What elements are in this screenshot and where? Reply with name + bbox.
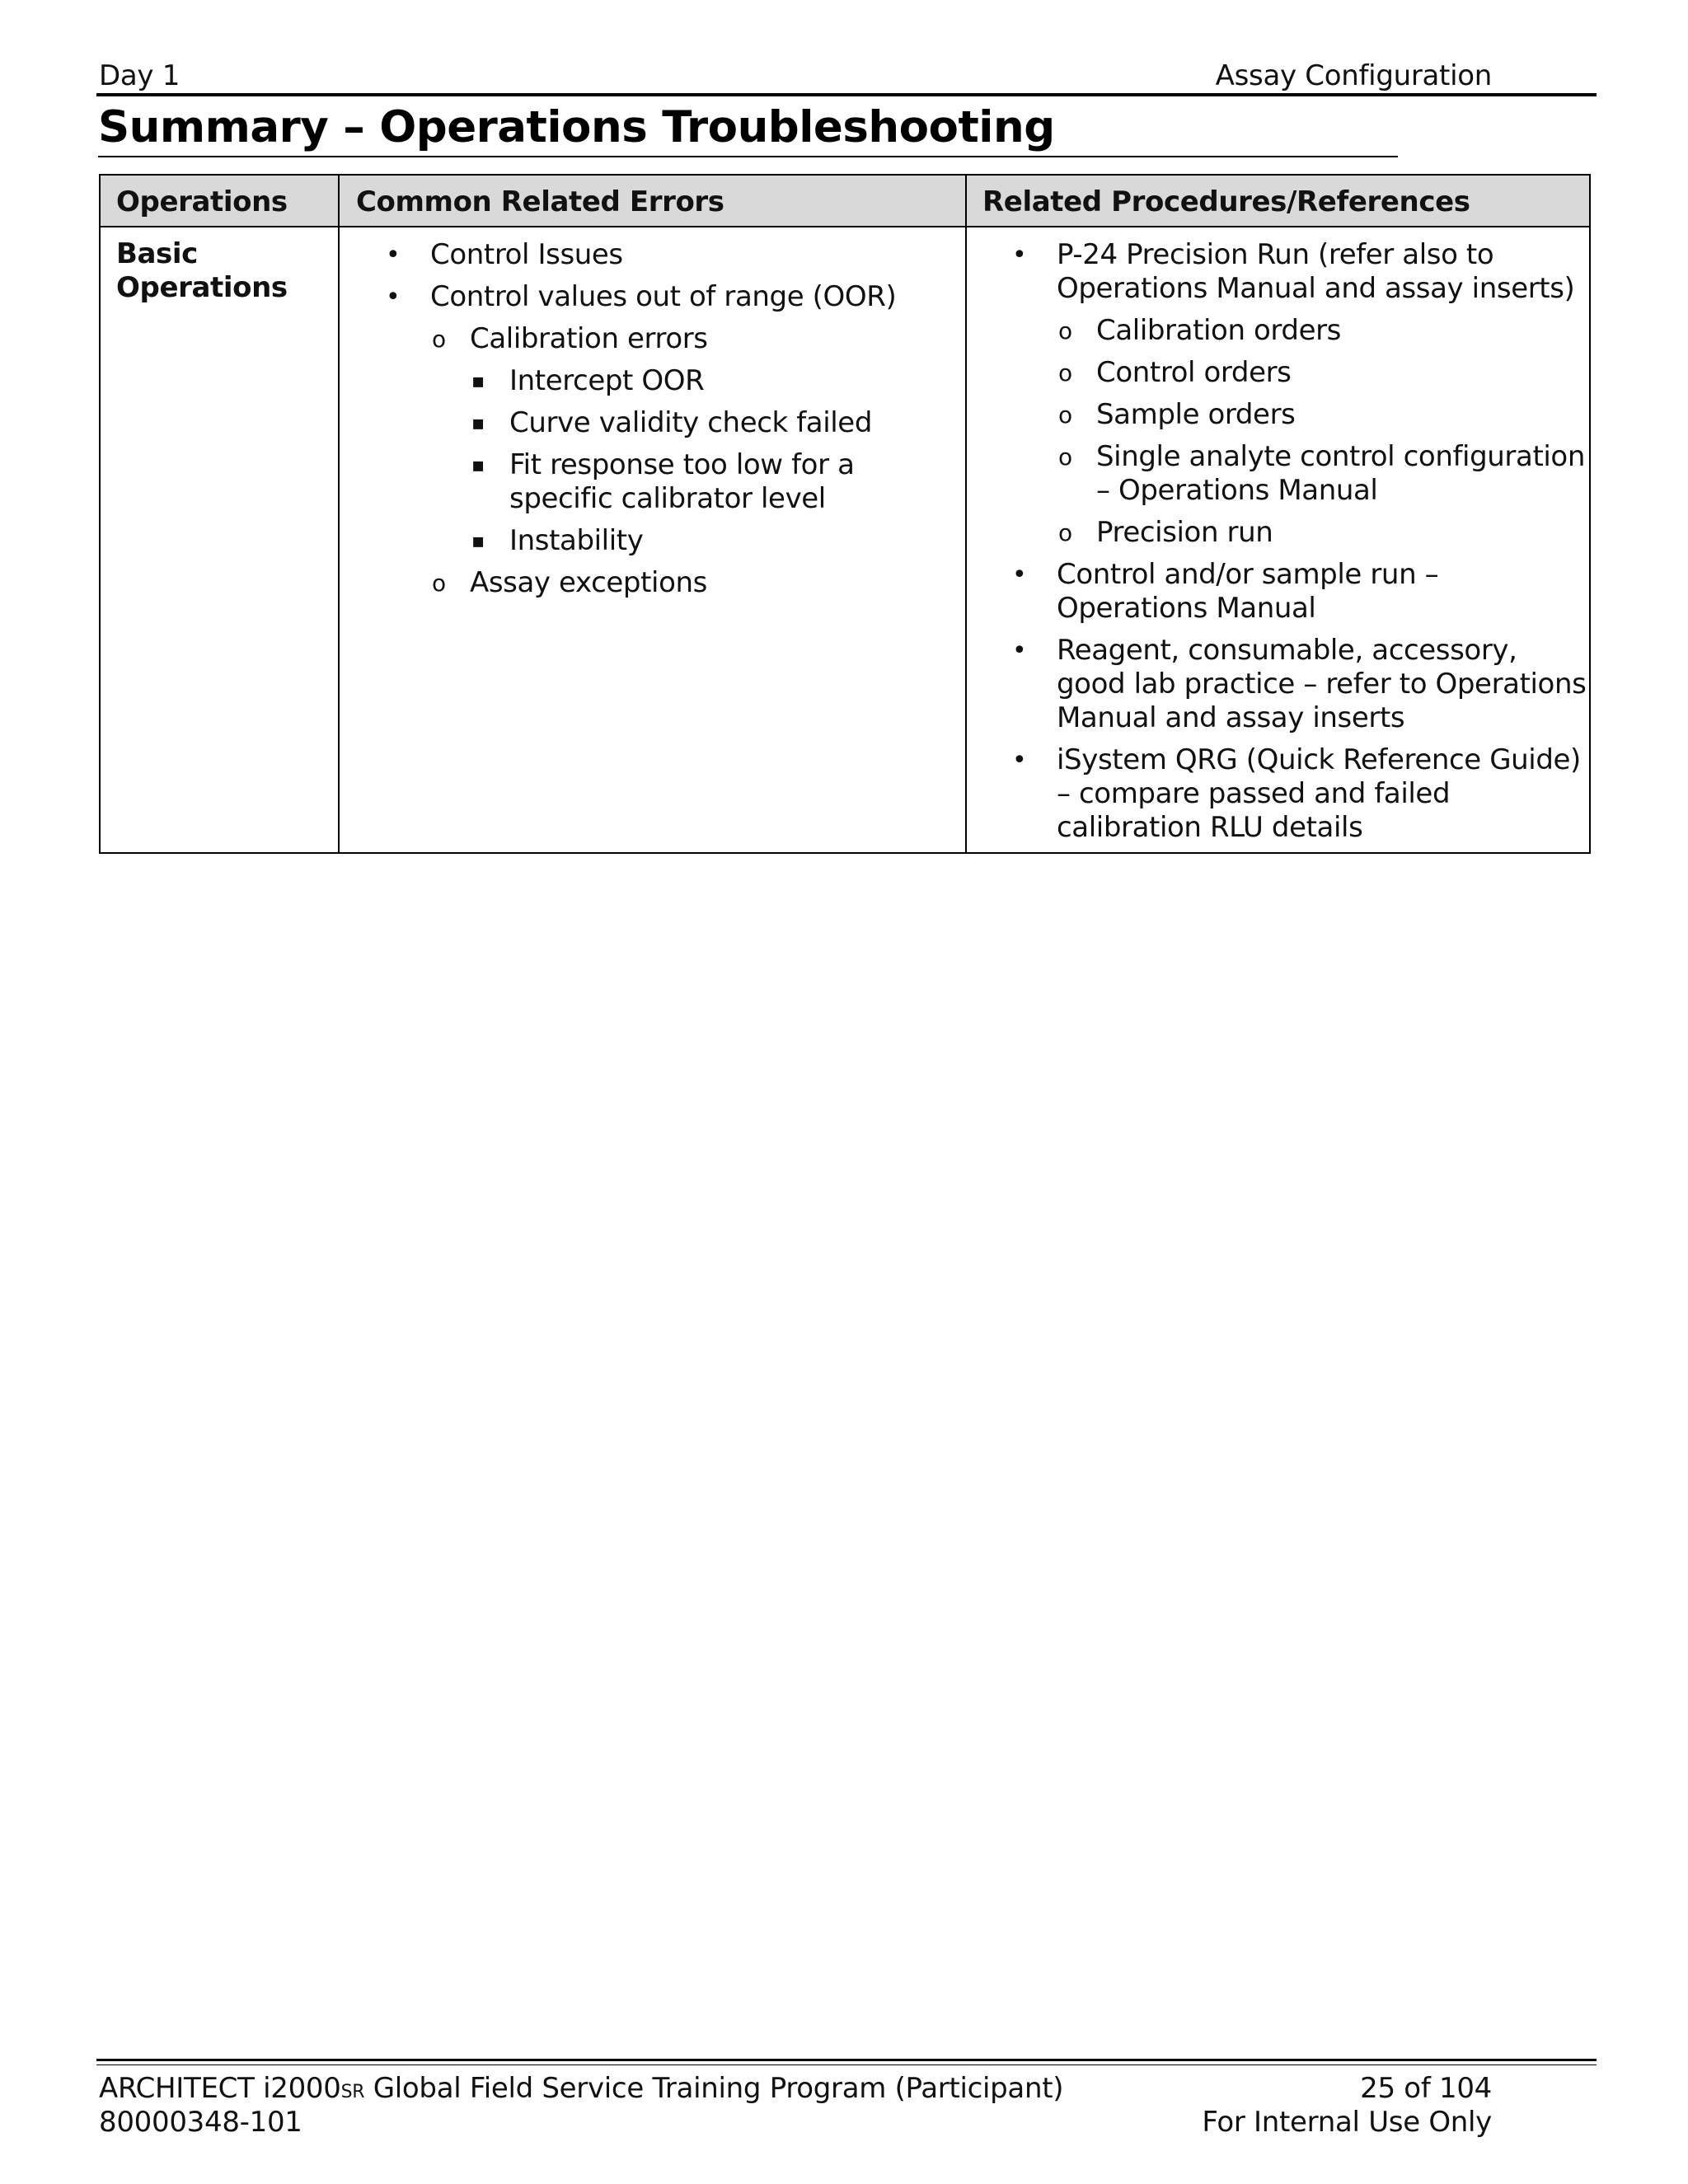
list-item-text: iSystem QRG (Quick Reference Guide) – compare passed and failed calibration RLU details xyxy=(1057,743,1581,844)
list-item-text: Assay exceptions xyxy=(470,566,707,599)
footer-title xyxy=(99,2072,1063,2109)
bullet-marker: o xyxy=(1058,443,1072,471)
reference-list-item xyxy=(982,238,1592,306)
column-header-operations: Operations xyxy=(116,185,288,218)
bullet-marker: o xyxy=(1058,401,1072,429)
list-item-text: Intercept OOR xyxy=(509,364,705,397)
bullet-marker: o xyxy=(432,326,446,353)
bullet-marker: ▪ xyxy=(471,369,485,392)
error-list-item xyxy=(356,448,950,516)
list-item-text: Control values out of range (OOR) xyxy=(430,280,897,313)
bullet-marker: • xyxy=(1012,560,1027,589)
error-list-item xyxy=(356,524,950,558)
column-divider xyxy=(338,176,340,852)
bullet-marker: • xyxy=(386,241,401,269)
list-item-text: Control Issues xyxy=(430,238,623,271)
error-list-item xyxy=(356,280,950,314)
error-list-item xyxy=(356,238,950,272)
row-operation-label: Basic Operations xyxy=(116,237,288,304)
errors-list xyxy=(356,238,950,608)
list-item-text: Control orders xyxy=(1096,356,1292,389)
bullet-marker: o xyxy=(1058,317,1072,344)
bullet-marker: o xyxy=(432,569,446,597)
column-divider xyxy=(965,176,967,852)
page-number: 25 of 104 xyxy=(1360,2072,1492,2105)
bullet-marker: ▪ xyxy=(471,453,485,476)
footer-rule xyxy=(96,2059,1597,2061)
bullet-marker: ▪ xyxy=(471,529,485,552)
bullet-marker: • xyxy=(1012,746,1027,775)
bullet-marker: • xyxy=(1012,241,1027,269)
reference-list-item xyxy=(982,314,1592,348)
reference-list-item xyxy=(982,440,1592,508)
error-list-item xyxy=(356,406,950,440)
list-item-text: Reagent, consumable, accessory, good lab practice – refer to Operations Manual and assay inserts xyxy=(1057,634,1587,734)
list-item-text: Single analyte control configuration – Operations Manual xyxy=(1096,440,1585,507)
reference-list-item xyxy=(982,558,1592,626)
column-header-references: Related Procedures/References xyxy=(982,185,1470,218)
header-day: Day 1 xyxy=(99,59,181,92)
references-list xyxy=(982,238,1592,853)
footer-product: ARCHITECT i2000 xyxy=(99,2072,341,2105)
reference-list-item xyxy=(982,356,1592,390)
header-section: Assay Configuration xyxy=(1215,59,1492,92)
column-header-errors: Common Related Errors xyxy=(356,185,724,218)
error-list-item xyxy=(356,364,950,398)
troubleshooting-table xyxy=(99,174,1591,854)
title-rule xyxy=(98,156,1398,157)
bullet-marker: o xyxy=(1058,519,1072,546)
header-rule xyxy=(96,93,1597,96)
list-item-text: Fit response too low for a specific calibrator level xyxy=(509,448,855,515)
list-item-text: Precision run xyxy=(1096,516,1273,549)
error-list-item xyxy=(356,566,950,600)
page-title: Summary – Operations Troubleshooting xyxy=(98,102,1055,152)
bullet-marker: • xyxy=(386,283,401,312)
list-item-text: P-24 Precision Run (refer also to Operations Manual and assay inserts) xyxy=(1057,238,1575,305)
reference-list-item xyxy=(982,743,1592,845)
error-list-item xyxy=(356,322,950,356)
footer-program: Global Field Service Training Program (Participant) xyxy=(364,2072,1064,2105)
reference-list-item xyxy=(982,634,1592,735)
list-item-text: Control and/or sample run – Operations Manual xyxy=(1057,558,1439,625)
list-item-text: Calibration orders xyxy=(1096,314,1341,347)
reference-list-item xyxy=(982,516,1592,550)
list-item-text: Curve validity check failed xyxy=(509,406,872,439)
list-item-text: Sample orders xyxy=(1096,398,1296,431)
page-footer xyxy=(99,2072,1492,2139)
doc-number: 80000348-101 xyxy=(99,2106,302,2139)
bullet-marker: o xyxy=(1058,359,1072,387)
bullet-marker: ▪ xyxy=(471,411,485,434)
list-item-text: Instability xyxy=(509,524,644,557)
footer-product-sub: SR xyxy=(340,2082,365,2102)
reference-list-item xyxy=(982,398,1592,432)
page-header xyxy=(96,56,1597,96)
list-item-text: Calibration errors xyxy=(470,322,708,355)
classification: For Internal Use Only xyxy=(1202,2106,1492,2139)
bullet-marker: • xyxy=(1012,636,1027,665)
footer-rule xyxy=(96,2064,1597,2065)
